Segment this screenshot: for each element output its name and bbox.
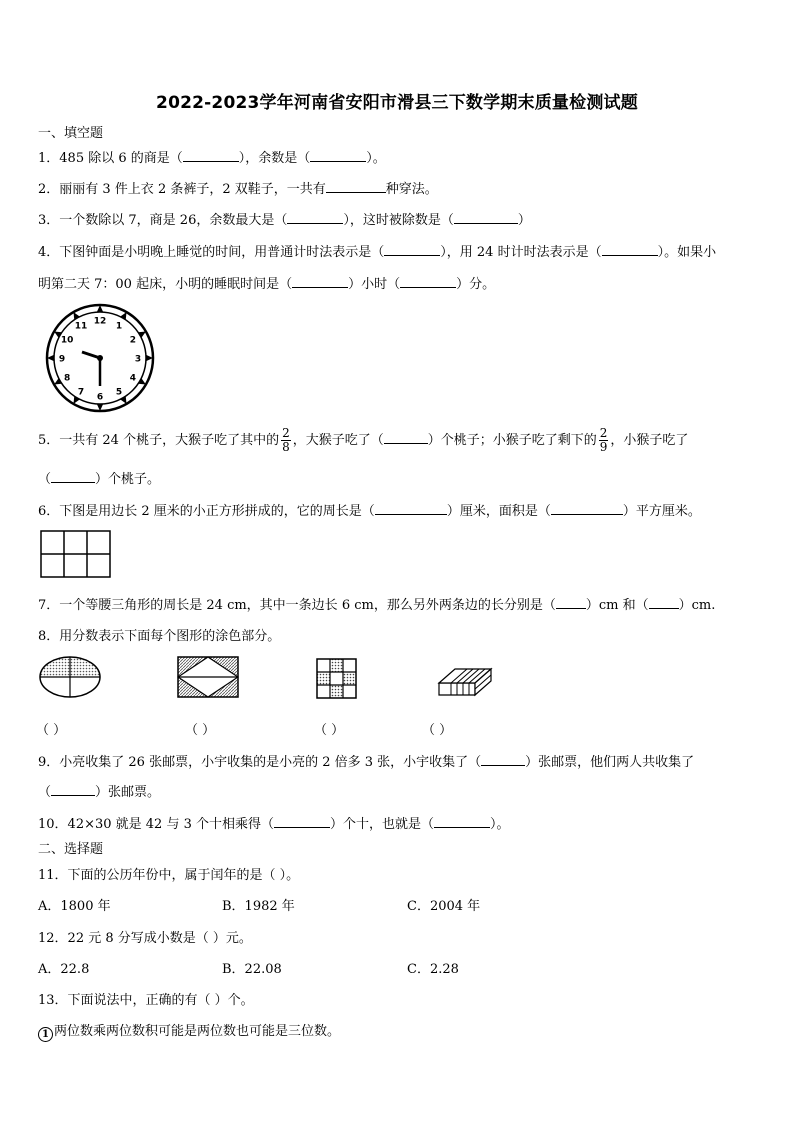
answer-blank[interactable] — [454, 212, 518, 224]
clock-number: 2 — [129, 335, 137, 346]
shaded-ellipse-figure — [37, 655, 103, 699]
clock-number: 3 — [134, 354, 142, 365]
clock-number: 5 — [115, 387, 123, 398]
question-5-line-2: （ ）个桃子。 — [38, 472, 161, 487]
question-6: 6．下图是用边长 2 厘米的小正方形拼成的，它的周长是（ ）厘米，面积是（ ）平方厘米。 — [38, 504, 701, 519]
question-9-line-1: 9．小亮收集了 26 张邮票，小宇收集的是小亮的 2 倍多 3 张，小宇收集了（ ）张邮票，他们两人共收集了 — [38, 755, 695, 770]
clock-number: 4 — [129, 373, 137, 384]
answer-blank[interactable] — [400, 276, 456, 288]
answer-blank[interactable] — [51, 784, 95, 796]
clock-number: 1 — [115, 321, 123, 332]
answer-blank[interactable] — [649, 597, 679, 609]
option-b[interactable]: B．22.08 — [222, 962, 282, 977]
answer-label-3[interactable]: （ ） — [314, 723, 345, 738]
answer-blank[interactable] — [434, 816, 490, 828]
question-10: 10．42×30 就是 42 与 3 个十相乘得（ ）个十，也就是（ ）。 — [38, 817, 510, 832]
clock-number: 6 — [96, 392, 104, 403]
option-b[interactable]: B．1982 年 — [222, 899, 295, 914]
option-a[interactable]: A．22.8 — [38, 962, 90, 977]
answer-blank[interactable] — [481, 754, 525, 766]
answer-blank[interactable] — [274, 816, 330, 828]
section-multiple-choice: 二、选择题 — [38, 842, 104, 857]
answer-blank[interactable] — [51, 471, 95, 483]
answer-label-2[interactable]: （ ） — [185, 723, 216, 738]
circled-number-1: 1 — [38, 1027, 53, 1042]
page-title: 2022-2023学年河南省安阳市滑县三下数学期末质量检测试题 — [156, 93, 638, 113]
shaded-grid-figure — [316, 658, 358, 700]
question-13: 13．下面说法中，正确的有（ ）个。 — [38, 993, 254, 1008]
answer-blank[interactable] — [287, 212, 343, 224]
answer-label-4[interactable]: （ ） — [422, 723, 453, 738]
shaded-rectangle-figure — [177, 656, 239, 698]
clock-number: 10 — [60, 335, 74, 346]
fraction-2-8: $\frac{2}{8}$ — [282, 426, 290, 454]
question-8: 8．用分数表示下面每个图形的涂色部分。 — [38, 629, 281, 644]
question-4-line-2: 明第二天 7：00 起床，小明的睡眠时间是（ ）小时（ ）分。 — [38, 277, 496, 292]
clock-number: 9 — [58, 354, 66, 365]
question-4-line-1: 4．下图钟面是小明晚上睡觉的时间，用普通计时法表示是（ ），用 24 时计时法表示是（ ）。如果小 — [38, 245, 717, 260]
option-c[interactable]: C．2.28 — [407, 962, 459, 977]
question-3: 3．一个数除以 7，商是 26，余数最大是（ ），这时被除数是（ ） — [38, 213, 531, 228]
answer-blank[interactable] — [310, 150, 366, 162]
option-a[interactable]: A．1800 年 — [38, 899, 111, 914]
answer-blank[interactable] — [551, 503, 623, 515]
answer-blank[interactable] — [384, 244, 440, 256]
clock-number: 7 — [77, 387, 85, 398]
clock-center — [97, 355, 103, 361]
section-fill-in-blank: 一、填空题 — [38, 126, 104, 141]
answer-blank[interactable] — [326, 181, 386, 193]
clock-number: 11 — [74, 321, 88, 332]
question-2: 2．丽丽有 3 件上衣 2 条裤子，2 双鞋子，一共有 种穿法。 — [38, 182, 438, 197]
question-13-statement-1: 1 两位数乘两位数积可能是两位数也可能是三位数。 — [38, 1020, 340, 1042]
shaded-bar-figure — [437, 663, 493, 699]
answer-blank[interactable] — [292, 276, 348, 288]
question-11: 11．下面的公历年份中，属于闰年的是（ ）。 — [38, 868, 300, 883]
answer-blank[interactable] — [556, 597, 586, 609]
answer-blank[interactable] — [375, 503, 447, 515]
question-1: 1．485 除以 6 的商是（ ），余数是（ ）。 — [38, 151, 386, 166]
fraction-2-9: $\frac{2}{9}$ — [599, 426, 608, 454]
clock-face-figure — [44, 302, 156, 414]
question-7: 7．一个等腰三角形的周长是 24 cm，其中一条边长 6 cm，那么另外两条边的长分别是（ ）cm 和（ ）cm. — [38, 598, 716, 613]
answer-label-1[interactable]: （ ） — [36, 723, 67, 738]
question-9-line-2: （ ）张邮票。 — [38, 785, 161, 800]
answer-blank[interactable] — [602, 244, 658, 256]
clock-number: 12 — [93, 316, 107, 327]
answer-blank[interactable] — [384, 432, 428, 444]
square-grid-figure — [40, 530, 112, 580]
question-12: 12．22 元 8 分写成小数是（ ）元。 — [38, 931, 252, 946]
clock-number: 8 — [63, 373, 71, 384]
answer-blank[interactable] — [183, 150, 239, 162]
question-5-line-1: 5．一共有 24 个桃子，大猴子吃了其中的 $\frac{2}{8}$ ，大猴子吃了（ ）个桃子；小猴子吃了剩下的 $\frac{2}{9}$ ，小猴子吃了 — [38, 426, 689, 454]
option-c[interactable]: C．2004 年 — [407, 899, 481, 914]
